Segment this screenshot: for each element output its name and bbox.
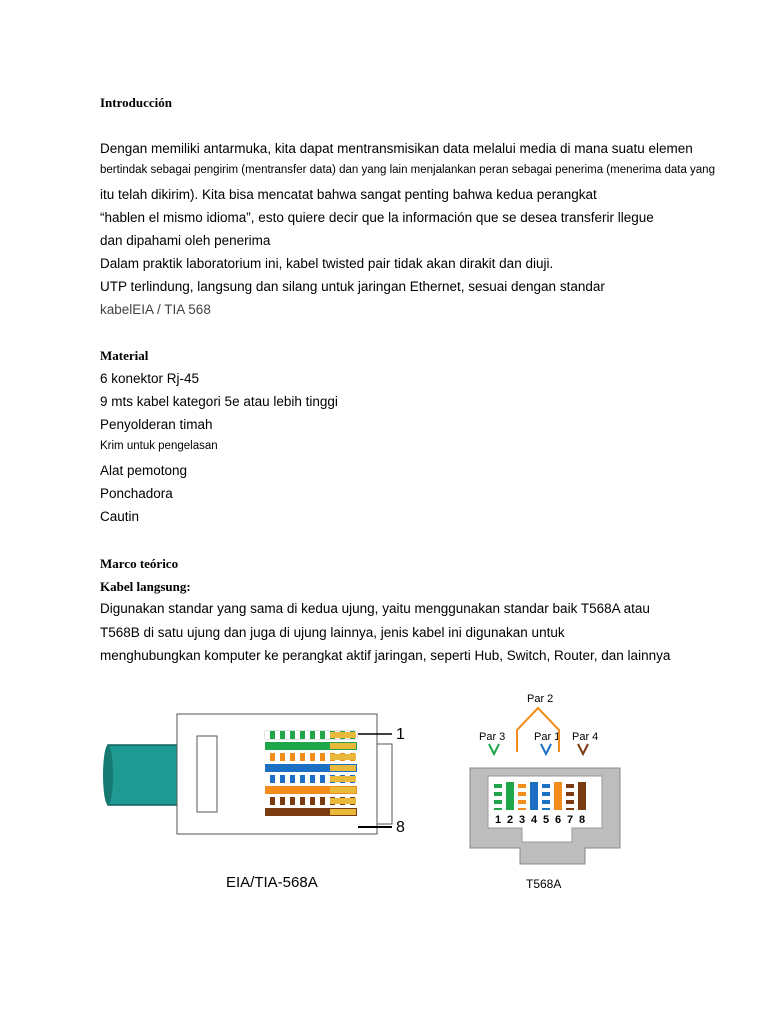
theory-subheading: Kabel langsung: bbox=[100, 579, 191, 594]
pin-number: 8 bbox=[579, 814, 586, 826]
pair-2-label: Par 2 bbox=[527, 693, 554, 705]
pin-number: 6 bbox=[555, 814, 562, 826]
pin-number: 4 bbox=[531, 814, 538, 826]
t568a-jack-diagram bbox=[460, 688, 630, 893]
theory-heading: Marco teórico bbox=[100, 556, 179, 571]
material-item: Alat pemotong bbox=[100, 463, 188, 478]
material-item: Ponchadora bbox=[100, 486, 173, 501]
pin-number: 7 bbox=[567, 814, 574, 826]
pair-3-label: Par 3 bbox=[479, 731, 506, 743]
figure-left-caption: EIA/TIA-568A bbox=[226, 874, 318, 891]
intro-line-1: Dengan memiliki antarmuka, kita dapat mentransmisikan data melalui media di mana suatu elemen bbox=[100, 141, 693, 156]
material-heading: Material bbox=[100, 348, 149, 363]
pin-number: 1 bbox=[495, 814, 502, 826]
figure-right-caption: T568A bbox=[526, 877, 562, 891]
connector-tip bbox=[377, 744, 392, 824]
pair-4-arrow bbox=[578, 744, 588, 754]
material-item: Penyolderan timah bbox=[100, 417, 213, 432]
intro-line-8: kabelEIA / TIA 568 bbox=[100, 302, 211, 317]
material-item: 9 mts kabel kategori 5e atau lebih tinggi bbox=[100, 394, 338, 409]
intro-line-2: bertindak sebagai pengirim (mentransfer data) dan yang lain menjalankan peran sebagai penerima (menerima data yang bbox=[100, 164, 715, 176]
pair-1-arrow bbox=[541, 744, 551, 754]
intro-line-7: UTP terlindung, langsung dan silang untuk jaringan Ethernet, sesuai dengan standar bbox=[100, 279, 605, 294]
intro-heading: Introducción bbox=[100, 95, 172, 110]
intro-line-5: dan dipahami oleh penerima bbox=[100, 233, 271, 248]
intro-line-4: “hablen el mismo idioma”, esto quiere decir que la información que se desea transferir llegue bbox=[100, 210, 654, 225]
pair-4-label: Par 4 bbox=[572, 731, 599, 743]
pin-first-label: 1 bbox=[396, 726, 405, 743]
pair-1-label: Par 1 bbox=[534, 731, 561, 743]
theory-line-1: Digunakan standar yang sama di kedua ujung, yaitu menggunakan standar baik T568A atau bbox=[100, 601, 650, 616]
rj45-plug-diagram bbox=[100, 705, 420, 895]
material-item: Cautin bbox=[100, 509, 140, 524]
material-item: 6 konektor Rj-45 bbox=[100, 371, 200, 386]
pair-2-bracket bbox=[517, 708, 559, 752]
pin-number: 5 bbox=[543, 814, 550, 826]
pin-last-label: 8 bbox=[396, 819, 405, 836]
pin-number: 2 bbox=[507, 814, 514, 826]
intro-line-3: itu telah dikirim). Kita bisa mencatat bahwa sangat penting bahwa kedua perangkat bbox=[100, 187, 597, 202]
theory-line-3: menghubungkan komputer ke perangkat aktif jaringan, seperti Hub, Switch, Router, dan lainnya bbox=[100, 648, 671, 663]
theory-line-2: T568B di satu ujung dan juga di ujung lainnya, jenis kabel ini digunakan untuk bbox=[100, 625, 565, 640]
intro-line-6: Dalam praktik laboratorium ini, kabel twisted pair tidak akan dirakit dan diuji. bbox=[100, 256, 554, 271]
pair-3-arrow bbox=[489, 744, 499, 754]
pin-number: 3 bbox=[519, 814, 526, 826]
material-item: Krim untuk pengelasan bbox=[100, 440, 218, 452]
cable-end bbox=[103, 745, 113, 805]
